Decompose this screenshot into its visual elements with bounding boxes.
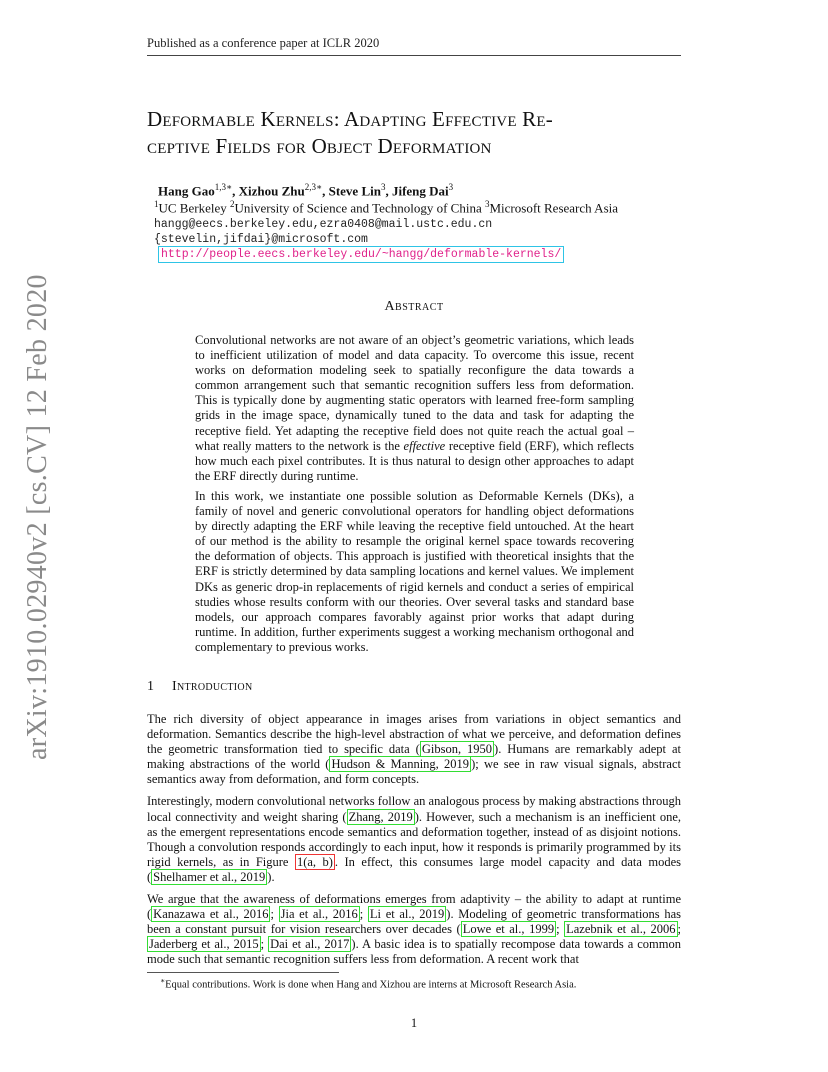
paper-title: [147, 106, 687, 160]
intro-text: ). A basic idea is to spatially recompose data towards a common mode such that semantic recognition suffers less from deformation. A recent work that: [147, 937, 681, 967]
citation-link[interactable]: Jaderberg et al., 2015: [149, 937, 259, 952]
citation-link[interactable]: Hudson & Manning, 2019: [331, 757, 470, 772]
affil-name: Microsoft Research Asia: [489, 200, 619, 216]
intro-text: ). Humans are remarkably adept at making abstractions of the world (: [147, 742, 682, 772]
citation-separator: ;: [359, 907, 368, 922]
affil-mark: 2: [229, 199, 235, 209]
abstract-emphasis: effective: [403, 438, 446, 453]
author-name: Xizhou Zhu: [238, 183, 305, 199]
title-line-1: Deformable Kernels: Adapting Effective Re-: [147, 107, 553, 131]
author-affil-mark: 3: [448, 182, 454, 192]
intro-paragraph-1: [147, 712, 681, 787]
author-affil-mark: 2,3∗: [304, 182, 323, 192]
intro-text: ).: [267, 869, 275, 884]
abstract-body: [195, 333, 634, 660]
abstract-text: receptive field (ERF), which reflects how much each pixel contributes. It is thus natural to design other approaches to adapt the ERF directly during runtime.: [195, 438, 634, 483]
intro-paragraph-2: [147, 794, 681, 885]
citation-link[interactable]: Jia et al., 2016: [280, 907, 358, 922]
citation-link[interactable]: Shelhamer et al., 2019: [153, 869, 266, 884]
author-affil-mark: 3: [380, 182, 386, 192]
intro-text: ); we see in raw visual signals, abstract semantics away from deformation, and form concepts.: [147, 757, 681, 787]
citation-link[interactable]: Lowe et al., 1999: [462, 922, 555, 937]
header-rule: [147, 55, 681, 56]
footnote: [160, 976, 576, 991]
abstract-paragraph-2: In this work, we instantiate one possible solution as Deformable Kernels (DKs), a family of novel and generic convolutional operators for handling object deformations by directly adapting the ERF while leaving the receptive field untouched. At the heart of our method is the ability to resample the original kernel space towards recovering the deformation of objects. This approach is justified with theoretical insights that the ERF is strictly determined by data sampling locations and kernel values. We implement DKs as generic drop-in replacements of rigid kernels and conduct a series of empirical studies whose results conform with our theories. Over several tasks and standard base models, our approach compares favorably against prior works that adapt during runtime. In addition, further experiments suggest a working mechanism orthogonal and complementary to previous works.: [195, 488, 634, 654]
author-affil-mark: 1,3∗: [214, 182, 233, 192]
footnote-rule: [147, 972, 339, 973]
affil-name: UC Berkeley: [158, 200, 230, 216]
affil-name: University of Science and Technology of China: [234, 200, 485, 216]
email-line-2[interactable]: {stevelin,jifdai}@microsoft.com: [154, 233, 368, 246]
author-list: Hang Gao$^{1,3∗}$, Xizhou Zhu$^{2,3∗}$, Steve Lin$^3$, Jifeng Dai$^3$: [158, 182, 454, 199]
section-number: 1: [147, 679, 154, 694]
footnote-text: Equal contributions. Work is done when Hang and Xizhou are interns at Microsoft Research Asia.: [165, 979, 577, 991]
citation-link[interactable]: Lazebnik et al., 2006: [566, 922, 676, 937]
title-line-2: ceptive Fields for Object Deformation: [147, 134, 492, 158]
page-number: 1: [410, 1016, 418, 1030]
intro-text: Interestingly, modern convolutional networks follow an analogous process by making abstractions through local connectivity and weight sharing (: [147, 794, 681, 824]
citation-link[interactable]: Gibson, 1950: [421, 742, 493, 757]
citation-link[interactable]: Kanazawa et al., 2016: [153, 907, 269, 922]
citation-separator: ;: [677, 922, 681, 937]
affil-mark: 3: [484, 199, 490, 209]
abstract-paragraph-1: [195, 333, 634, 484]
intro-text: The rich diversity of object appearance in images arises from variations in object semantics and deformation. Semantics describe the high-level abstraction of what we perceive, and deformation defines the geometric transformation tied to specific data (: [147, 712, 681, 757]
section-heading-introduction: [147, 679, 252, 695]
citation-separator: ;: [260, 937, 269, 952]
section-title: Introduction: [172, 679, 253, 694]
affil-mark: 1: [154, 199, 159, 209]
author-name: Jifeng Dai: [391, 183, 449, 199]
intro-text: ). However, such a mechanism is an inefficient one, as the emergent representations encode semantics and deformation together, instead of as disjoint notions. Though a convolution responds accordingly to each input, how it responds is primarily programmed by its rigid kernels, as in Figure: [147, 809, 681, 869]
abstract-heading: Abstract: [384, 299, 444, 314]
footnote-mark: ∗: [160, 976, 166, 985]
introduction-body: [147, 712, 681, 975]
citation-link[interactable]: Dai et al., 2017: [270, 937, 350, 952]
intro-text: ). Modeling of geometric transformations has been a constant pursuit for vision researchers over decades (: [147, 907, 681, 937]
affiliations: [154, 199, 618, 216]
project-url-link[interactable]: http://people.eecs.berkeley.edu/~hangg/deformable-kernels/: [158, 246, 564, 263]
citation-separator: ;: [556, 922, 565, 937]
arxiv-stamp: arXiv:1910.02940v2 [cs.CV] 12 Feb 2020: [22, 274, 53, 760]
citation-link[interactable]: Zhang, 2019: [348, 809, 413, 824]
author-name: Steve Lin: [328, 183, 381, 199]
figure-reference-link[interactable]: 1(a, b): [296, 854, 333, 869]
abstract-text: Convolutional networks are not aware of an object’s geometric variations, which leads to inefficient utilization of model and data capacity. To overcome this issue, recent works on deformation modeling seek to spatially reconfigure the data towards a common arrangement such that semantic recognition suffers less from deformation. This is typically done by augmenting static operators with learned free-form sampling grids in the image space, dynamically tuned to the data and task for adapting the receptive field. Yet adapting the receptive field does not quite reach the actual goal – what really matters to the network is the: [195, 333, 634, 453]
intro-text: We argue that the awareness of deformations emerges from adaptivity – the ability to adapt at runtime (: [147, 892, 681, 922]
citation-separator: ;: [270, 907, 279, 922]
author-name: Hang Gao: [158, 183, 215, 199]
email-line-1[interactable]: hangg@eecs.berkeley.edu,ezra0408@mail.ustc.edu.cn: [154, 218, 493, 231]
citation-link[interactable]: Li et al., 2019: [369, 907, 445, 922]
running-header: Published as a conference paper at ICLR 2020: [147, 36, 380, 50]
intro-paragraph-3: [147, 892, 681, 967]
intro-text: . In effect, this consumes large model capacity and data modes (: [147, 854, 681, 884]
